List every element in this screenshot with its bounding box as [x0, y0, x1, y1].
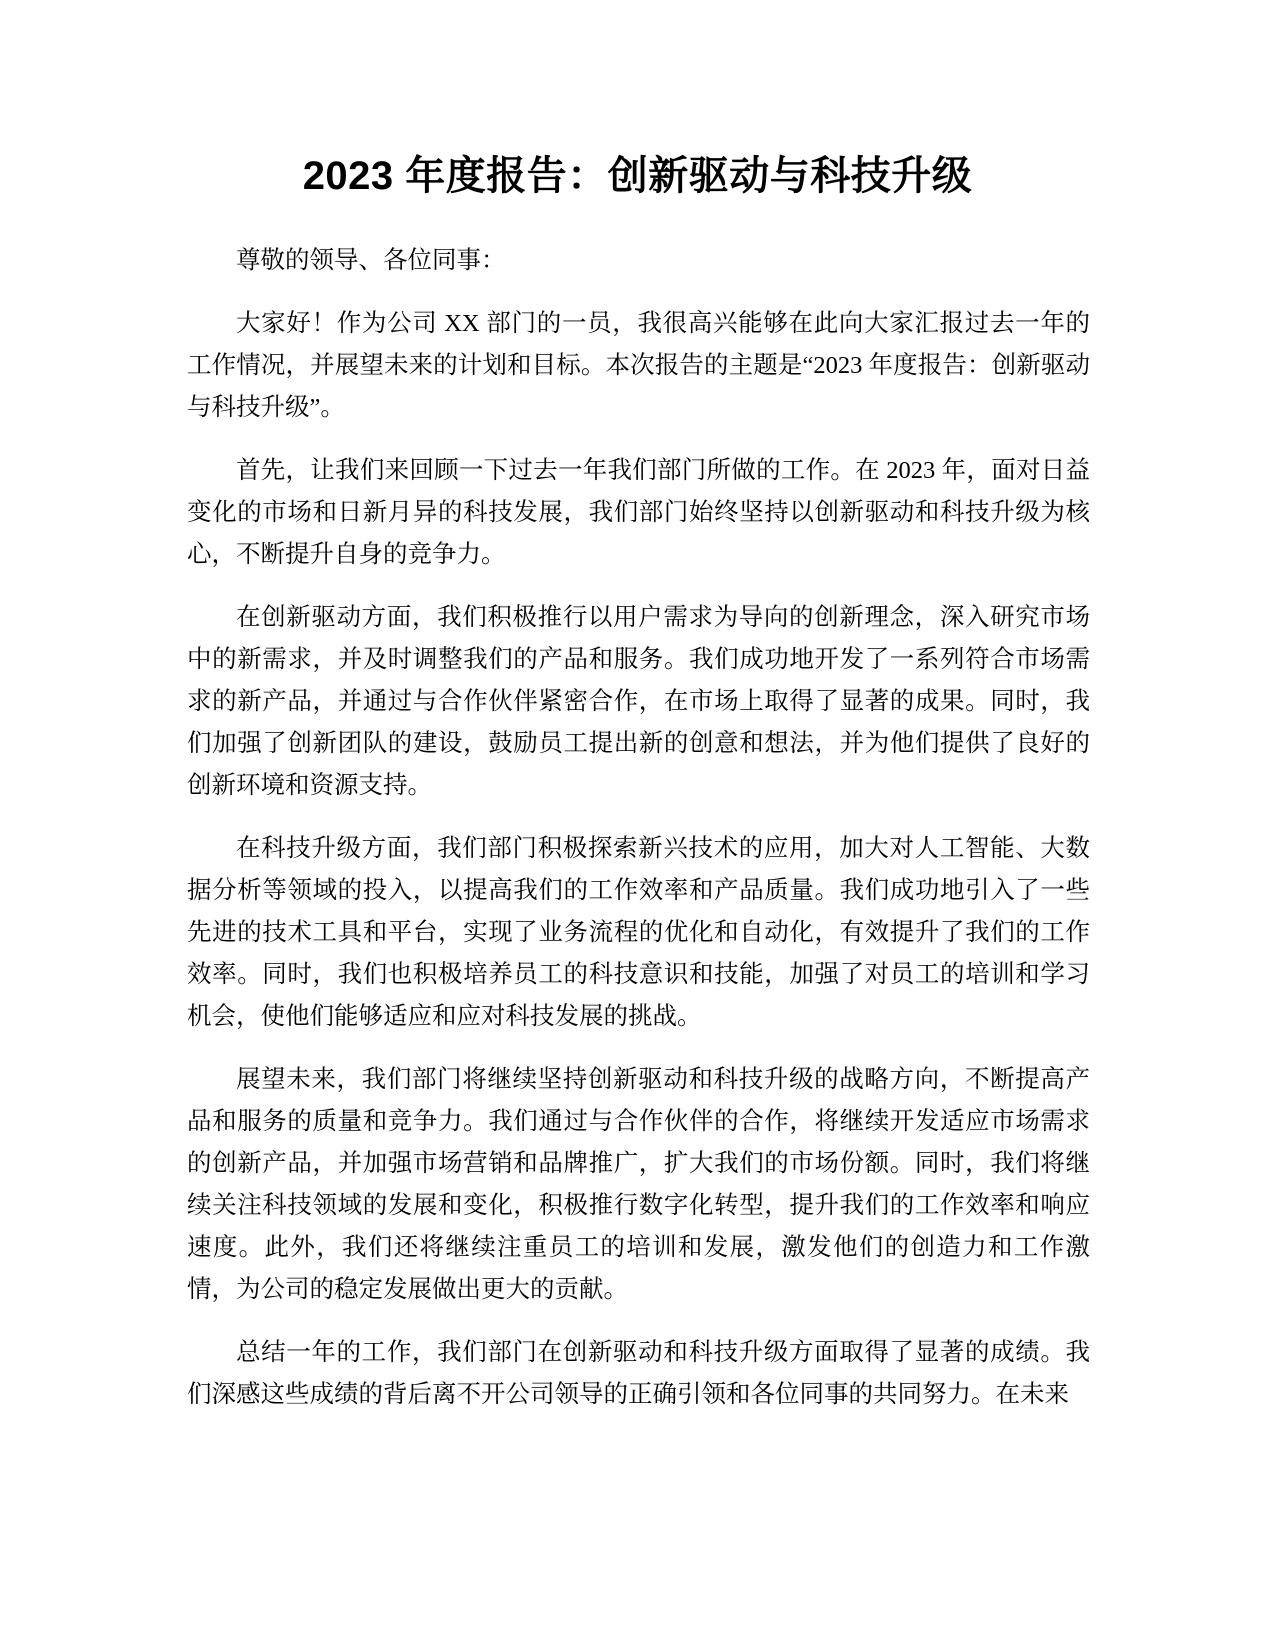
body-paragraph: 展望未来，我们部门将继续坚持创新驱动和科技升级的战略方向，不断提高产品和服务的质量和竞争力。我们通过与合作伙伴的合作，将继续开发适应市场需求的创新产品，并加强市场营销和品牌推广，扩大我们的市场份额。同时，我们将继续关注科技领域的发展和变化，积极推行数字化转型，提升我们的工作效率和响应速度。此外，我们还将继续注重员工的培训和发展，激发他们的创造力和工作激情，为公司的稳定发展做出更大的贡献。	[187, 1066, 1090, 1303]
document-title: 2023 年度报告：创新驱动与科技升级	[302, 154, 973, 198]
body-paragraph: 总结一年的工作，我们部门在创新驱动和科技升级方面取得了显著的成绩。我们深感这些成绩的背后离不开公司领导的正确引领和各位同事的共同努力。在未来	[187, 1339, 1090, 1408]
body-paragraph: 在科技升级方面，我们部门积极探索新兴技术的应用，加大对人工智能、大数据分析等领域的投入，以提高我们的工作效率和产品质量。我们成功地引入了一些先进的技术工具和平台，实现了业务流程的优化和自动化，有效提升了我们的工作效率。同时，我们也积极培养员工的科技意识和技能，加强了对员工的培训和学习机会，使他们能够适应和应对科技发展的挑战。	[187, 835, 1090, 1030]
document-body	[187, 240, 1090, 1437]
body-paragraph: 大家好！作为公司 XX 部门的一员，我很高兴能够在此向大家汇报过去一年的工作情况，并展望未来的计划和目标。本次报告的主题是“2023 年度报告：创新驱动与科技升级”。	[187, 310, 1090, 421]
body-paragraph: 首先，让我们来回顾一下过去一年我们部门所做的工作。在 2023 年，面对日益变化的市场和日新月异的科技发展，我们部门始终坚持以创新驱动和科技升级为核心，不断提升自身的竞争力。	[187, 457, 1090, 568]
greeting-paragraph: 尊敬的领导、各位同事：	[236, 247, 506, 274]
body-paragraph: 在创新驱动方面，我们积极推行以用户需求为导向的创新理念，深入研究市场中的新需求，并及时调整我们的产品和服务。我们成功地开发了一系列符合市场需求的新产品，并通过与合作伙伴紧密合作，在市场上取得了显著的成果。同时，我们加强了创新团队的建设，鼓励员工提出新的创意和想法，并为他们提供了良好的创新环境和资源支持。	[187, 604, 1090, 799]
